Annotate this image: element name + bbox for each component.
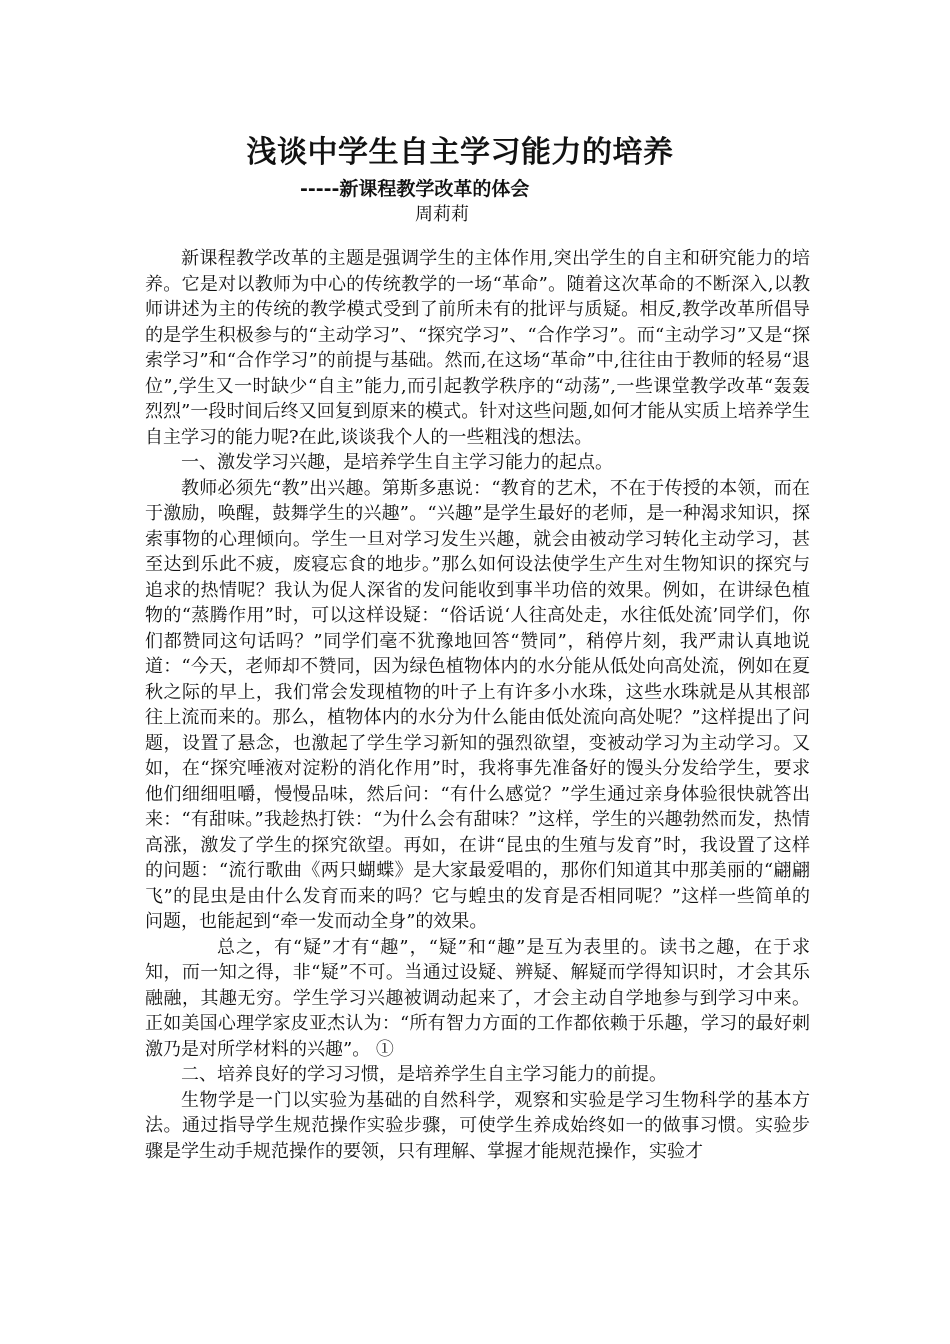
- body-paragraph: 教师必须先“教”出兴趣。第斯多惠说：“教育的艺术，不在于传授的本领，而在于激励，唤醒，鼓舞学生的兴趣”。“兴趣”是学生最好的老师，是一种渴求知识，探索事物的心理倾向。学生一旦对学习发生兴趣，就会由被动学习转化主动学习，甚至达到乐此不疲，废寝忘食的地步。”那么如何设法使学生产生对生物知识的探究与追求的热情呢？我认为促人深省的发问能收到事半功倍的效果。例如，在讲绿色植物的“蒸腾作用”时，可以这样设疑：“俗话说‘人往高处走，水往低处流’同学们，你们都赞同这句话吗？”同学们毫不犹豫地回答“赞同”，稍停片刻，我严肃认真地说道：“今天，老师却不赞同，因为绿色植物体内的水分能从低处向高处流，例如在夏秋之际的早上，我们常会发现植物的叶子上有许多小水珠，这些水珠就是从其根部往上流而来的。那么，植物体内的水分为什么能由低处流向高处呢？”这样提出了问题，设置了悬念，也激起了学生学习新知的强烈欲望，变被动学习为主动学习。又如，在“探究唾液对淀粉的消化作用”时，我将事先准备好的馒头分发给学生，要求他们细细咀嚼，慢慢品味，然后问：“有什么感觉？”学生通过亲身体验很快就答出来：“有甜味。”我趁热打铁：“为什么会有甜味？”这样，学生的兴趣勃然而发，热情高涨，激发了学生的探究欲望。再如，在讲“昆虫的生殖与发育”时，我设置了这样的问题：“流行歌曲《两只蝴蝶》是大家最爱唱的，那你们知道其中那美丽的“翩翩飞”的昆虫是由什么发育而来的吗？它与蝗虫的发育是否相同呢？”这样一些简单的问题，也能起到“牵一发而动全身”的效果。: [145, 477, 810, 932]
- intro-paragraph: 新课程教学改革的主题是强调学生的主体作用,突出学生的自主和研究能力的培养。它是对以教师为中心的传统教学的一场“革命”。随着这次革命的不断深入,以教师讲述为主的传统的教学模式受到了前所未有的批评与质疑。相反,教学改革所倡导的是学生积极参与的“主动学习”、“探究学习”、“合作学习”。而“主动学习”又是“探索学习”和“合作学习”的前提与基础。然而,在这场“革命”中,往往由于教师的轻易“退位”,学生又一时缺少“自主”能力,而引起教学秩序的“动荡”,一些课堂教学改革“轰轰烈烈”一段时间后终又回复到原来的模式。针对这些问题,如何才能从实质上培养学生自主学习的能力呢?在此,谈谈我个人的一些粗浅的想法。: [145, 248, 810, 448]
- body-paragraph: 生物学是一门以实验为基础的自然科学，观察和实验是学习生物科学的基本方法。通过指导学生规范操作实验步骤，可使学生养成始终如一的做事习惯。实验步骤是学生动手规范操作的要领，只有理解、掌握才能规范操作，实验才: [145, 1089, 810, 1162]
- document-body: [145, 246, 810, 1164]
- section-heading-2: 二、培养良好的学习习惯，是培养学生自主学习能力的前提。: [181, 1064, 667, 1085]
- document-subtitle: -----新课程教学改革的体会: [300, 178, 530, 200]
- section-heading-1: 一、激发学习兴趣，是培养学生自主学习能力的起点。: [181, 452, 613, 473]
- document-title: 浅谈中学生自主学习能力的培养: [246, 135, 674, 170]
- summary-paragraph: 总之，有“疑”才有“趣”，“疑”和“趣”是互为表里的。读书之趣，在于求知，而一知之得，非“疑”不可。当通过设疑、辨疑、解疑而学得知识时，才会其乐融融，其趣无穷。学生学习兴趣被调动起来了，才会主动自学地参与到学习中来。正如美国心理学家皮亚杰认为：“所有智力方面的工作都依赖于乐趣，学习的最好刺激乃是对所学材料的兴趣”。 ①: [145, 936, 810, 1060]
- author-name: 周莉莉: [415, 204, 469, 225]
